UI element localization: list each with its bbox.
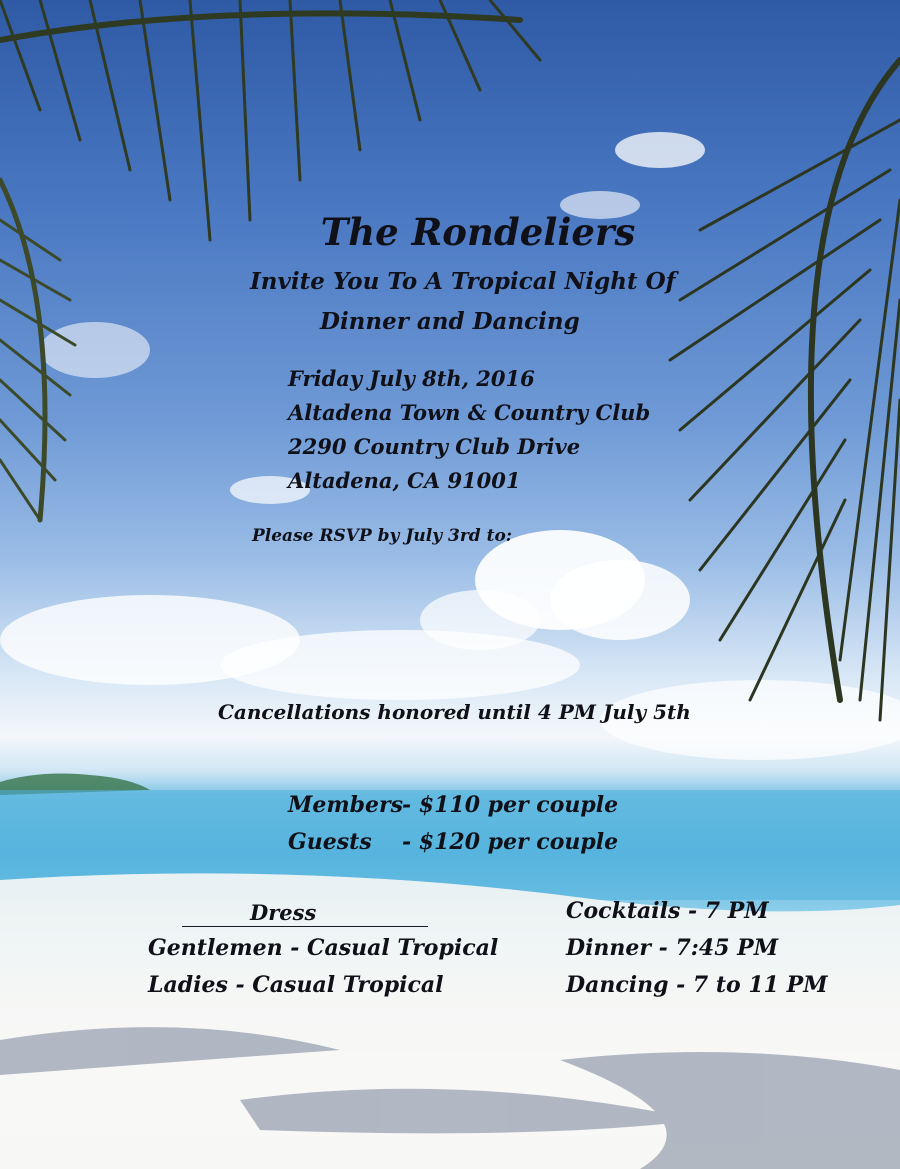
palm-fronds-right xyxy=(670,60,900,720)
palm-fronds-top-left xyxy=(0,0,540,240)
schedule-cocktails: Cocktails - 7 PM xyxy=(566,898,769,924)
dress-heading: Dress xyxy=(250,900,317,925)
members-price: - $110 per couple xyxy=(402,792,619,818)
rsvp-line: Please RSVP by July 3rd to: xyxy=(252,526,513,546)
event-title: The Rondeliers xyxy=(320,210,636,254)
dress-ladies: Ladies - Casual Tropical xyxy=(148,972,444,998)
schedule-dinner: Dinner - 7:45 PM xyxy=(566,935,779,961)
members-label: Members xyxy=(288,792,403,818)
venue-city: Altadena, CA 91001 xyxy=(288,468,521,493)
schedule-dancing: Dancing - 7 to 11 PM xyxy=(566,972,828,998)
venue-street: 2290 Country Club Drive xyxy=(288,434,581,459)
guests-label: Guests xyxy=(288,829,372,855)
venue-name: Altadena Town & Country Club xyxy=(288,400,651,425)
cancellation-policy: Cancellations honored until 4 PM July 5th xyxy=(218,700,691,724)
event-date: Friday July 8th, 2016 xyxy=(288,366,535,391)
event-type: Dinner and Dancing xyxy=(320,308,580,335)
dress-underline xyxy=(182,926,428,927)
invite-line: Invite You To A Tropical Night Of xyxy=(250,268,676,295)
dress-gentlemen: Gentlemen - Casual Tropical xyxy=(148,935,499,961)
guests-price: - $120 per couple xyxy=(402,829,619,855)
